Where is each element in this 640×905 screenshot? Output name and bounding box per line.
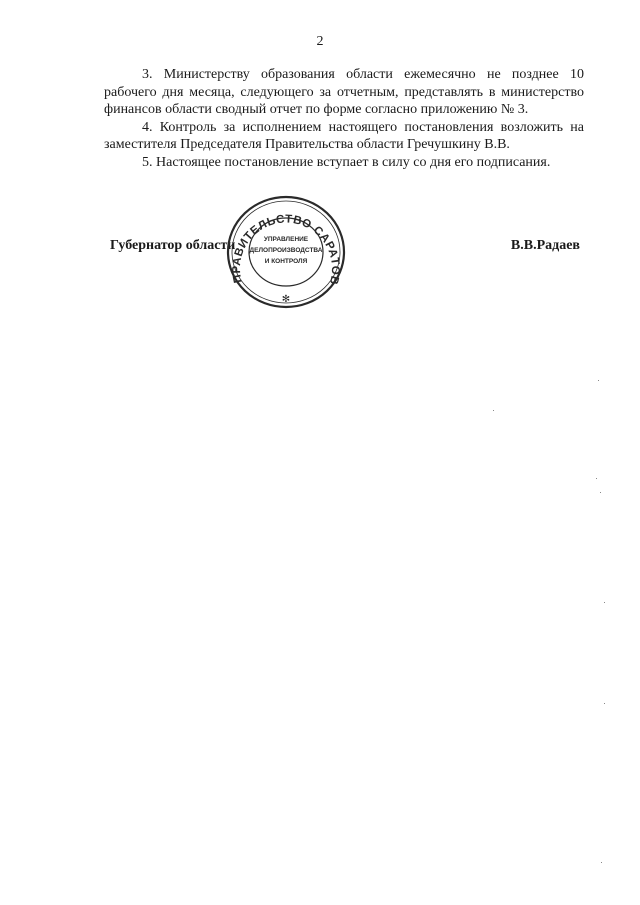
- scan-artifact: [600, 492, 601, 493]
- seal-inner-line-1: УПРАВЛЕНИЕ: [263, 236, 309, 243]
- scan-artifact: [601, 862, 602, 863]
- page-number: 2: [316, 34, 324, 49]
- official-seal: [224, 193, 348, 311]
- seal-stamp-icon: [224, 193, 348, 311]
- seal-inner-line-3: И КОНТРОЛЯ: [264, 258, 308, 265]
- seal-outer-text: ПРАВИТЕЛЬСТВО САРАТОВ: [230, 213, 342, 286]
- scan-artifact: [596, 478, 597, 479]
- signatory-name: В.В.Радаев: [510, 238, 580, 253]
- signatory-title: Губернатор области: [110, 238, 236, 253]
- scan-artifact: [493, 410, 494, 411]
- scan-artifact: [598, 380, 599, 381]
- scan-artifact: [604, 602, 605, 603]
- paragraph-3: 3. Министерству образования области ежемесячно не позднее 10 рабочего дня месяца, следующего за отчетным, представлять в министерство финансов области сводный отчет по форме согласно приложению № 3.: [104, 67, 584, 117]
- paragraph-5: 5. Настоящее постановление вступает в силу со дня его подписания.: [142, 154, 551, 170]
- seal-inner-line-2: ДЕЛОПРОИЗВОДСТВА: [249, 247, 323, 254]
- paragraph-4: 4. Контроль за исполнением настоящего постановления возложить на заместителя Председателя Правительства области Гречушкину В.В.: [104, 119, 584, 152]
- seal-star: ✻: [281, 294, 291, 305]
- scan-artifact: [604, 703, 605, 704]
- document-body: [104, 66, 584, 171]
